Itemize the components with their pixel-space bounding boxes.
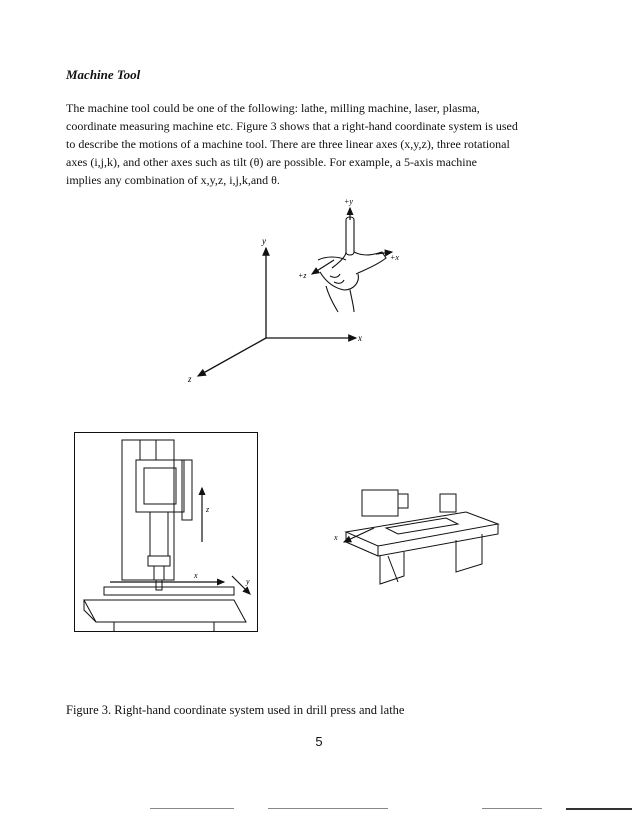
section-heading: Machine Tool bbox=[66, 67, 141, 82]
figure-caption: Figure 3. Right-hand coordinate system used in drill press and lathe bbox=[66, 703, 405, 717]
paragraph-line: The machine tool could be one of the following: lathe, milling machine, laser, plasma, bbox=[66, 101, 480, 115]
drill-x-label: x bbox=[194, 571, 198, 580]
drill-z-label: z bbox=[206, 505, 210, 514]
z-axis-label: z bbox=[188, 374, 192, 384]
hand-z-arrow bbox=[312, 260, 334, 274]
bottom-rule bbox=[566, 808, 632, 810]
coordinate-system-figure bbox=[170, 190, 410, 390]
body-paragraph bbox=[66, 99, 576, 189]
right-hand-icon bbox=[318, 217, 386, 312]
hand-plus-y-label: +y bbox=[344, 197, 353, 206]
drill-press-figure bbox=[74, 432, 258, 632]
bottom-rule bbox=[150, 808, 234, 809]
hand-plus-x-label: +x bbox=[390, 253, 399, 262]
paragraph-line: implies any combination of x,y,z, i,j,k,and θ. bbox=[66, 173, 280, 187]
y-axis-label: y bbox=[262, 236, 266, 246]
x-axis-label: x bbox=[358, 333, 362, 343]
paragraph-line: to describe the motions of a machine tool. There are three linear axes (x,y,z), three rotational bbox=[66, 137, 510, 151]
bottom-rule bbox=[482, 808, 542, 809]
drill-y-label: y bbox=[246, 577, 250, 586]
paragraph-line: coordinate measuring machine etc. Figure 3 shows that a right-hand coordinate system is used bbox=[66, 119, 518, 133]
page-number: 5 bbox=[315, 734, 323, 749]
paragraph-line: axes (i,j,k), and other axes such as tilt (θ) are possible. For example, a 5-axis machine bbox=[66, 155, 477, 169]
lathe-x-label: x bbox=[334, 533, 338, 542]
z-axis-line bbox=[198, 338, 266, 376]
bottom-rule bbox=[268, 808, 388, 809]
lathe-figure bbox=[326, 472, 506, 592]
hand-plus-z-label: +z bbox=[298, 271, 307, 280]
